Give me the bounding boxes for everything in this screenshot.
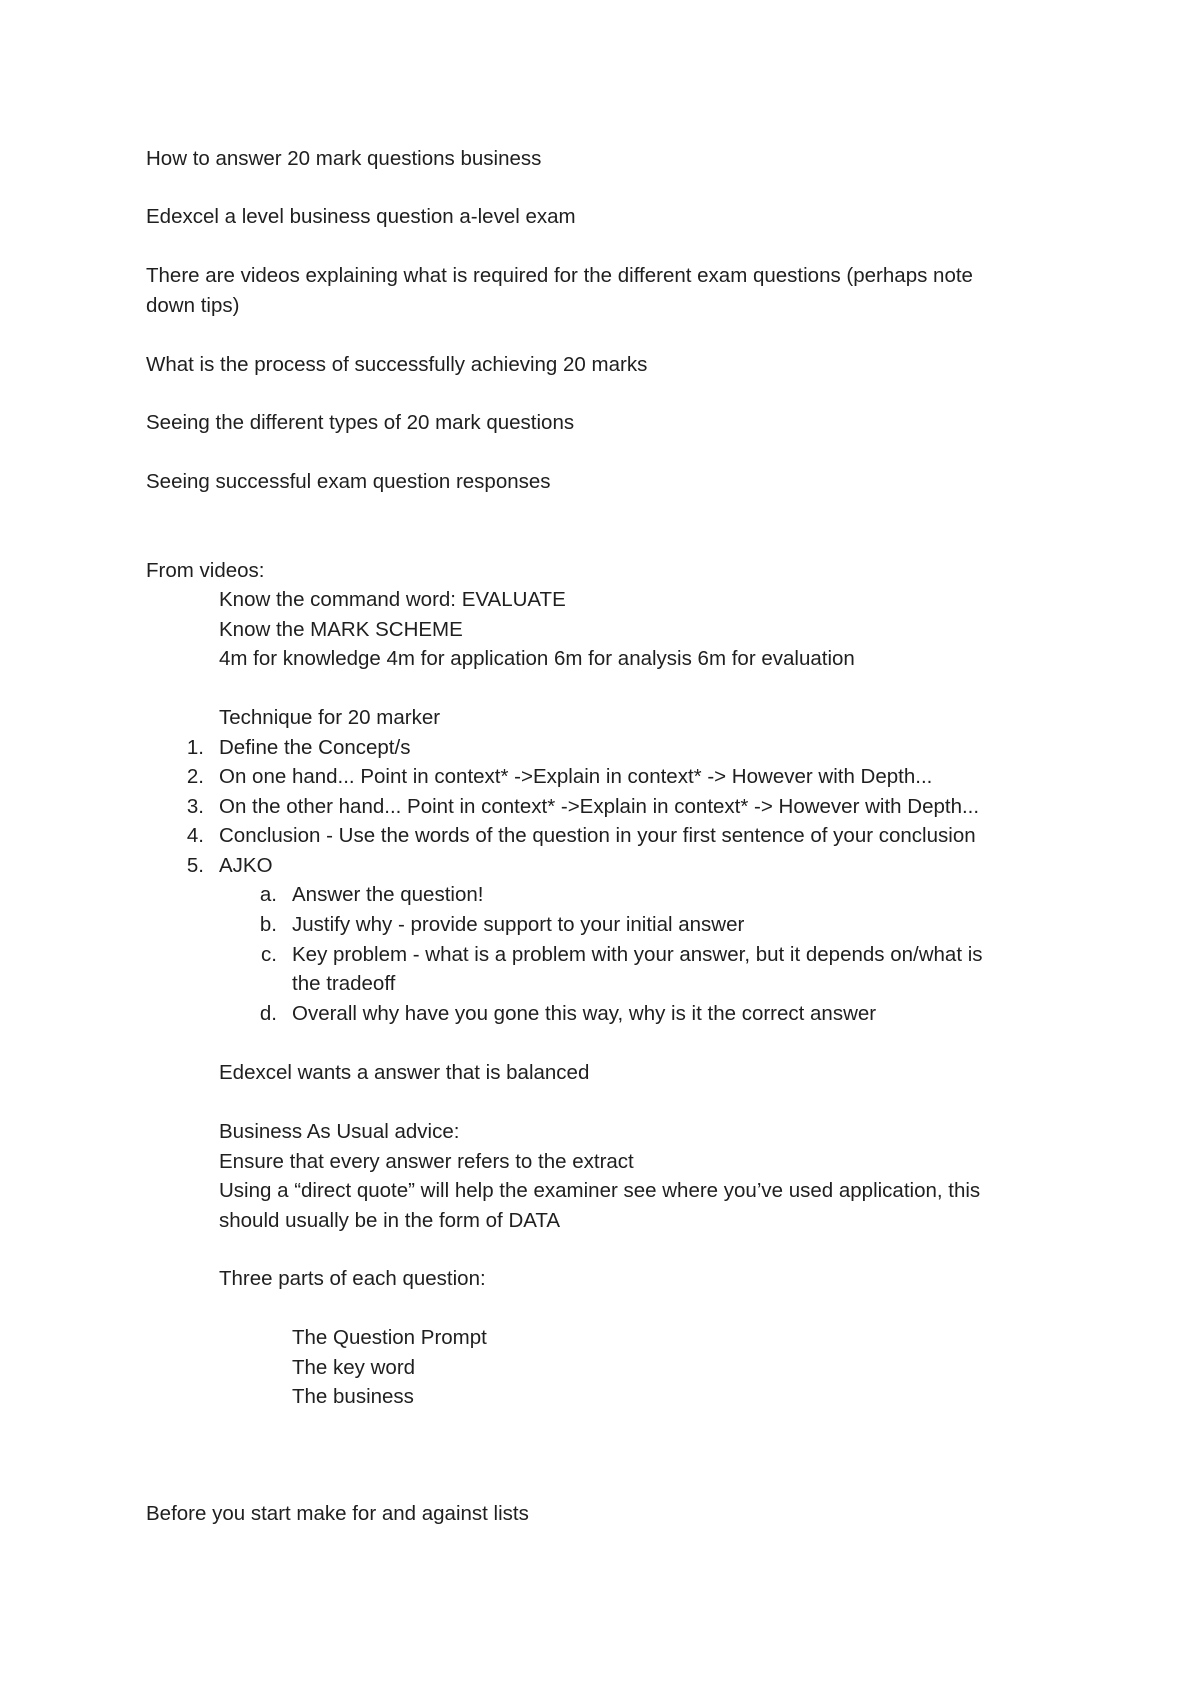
technique-heading: Technique for 20 marker <box>219 706 441 729</box>
three-parts-heading: Three parts of each question: <box>219 1267 486 1290</box>
list-number: 2. <box>186 765 204 788</box>
closing-line: Before you start make for and against lists <box>146 1502 529 1525</box>
list-letter: d. <box>259 1002 277 1025</box>
three-parts-item: The key word <box>292 1356 416 1379</box>
paragraph-title: How to answer 20 mark questions business <box>146 147 542 170</box>
section-heading: From videos: <box>146 559 265 582</box>
paragraph: Seeing the different types of 20 mark questions <box>146 411 575 434</box>
list-number: 1. <box>186 736 204 759</box>
list-number: 5. <box>186 854 204 877</box>
paragraph: Edexcel a level business question a-level exam <box>146 205 576 228</box>
sub-list-item: Overall why have you gone this way, why is it the correct answer <box>292 1002 877 1025</box>
three-parts-item: The Question Prompt <box>292 1326 487 1349</box>
indented-line: 4m for knowledge 4m for application 6m for analysis 6m for evaluation <box>219 647 855 670</box>
sub-list-item-continuation: the tradeoff <box>292 972 396 995</box>
three-parts-item: The business <box>292 1385 414 1408</box>
advice-line: Using a “direct quote” will help the examiner see where you’ve used application, this <box>219 1179 981 1202</box>
list-item: AJKO <box>219 854 273 877</box>
list-letter: a. <box>259 883 277 906</box>
advice-heading: Business As Usual advice: <box>219 1120 460 1143</box>
paragraph: There are videos explaining what is required for the different exam questions (perhaps note <box>146 264 973 287</box>
advice-line: Ensure that every answer refers to the extract <box>219 1150 634 1173</box>
list-number: 3. <box>186 795 204 818</box>
list-letter: c. <box>261 943 277 966</box>
sub-list-item: Answer the question! <box>292 883 484 906</box>
advice-line: should usually be in the form of DATA <box>219 1209 561 1232</box>
note: Edexcel wants a answer that is balanced <box>219 1061 590 1084</box>
list-letter: b. <box>259 913 277 936</box>
sub-list-item: Justify why - provide support to your initial answer <box>292 913 745 936</box>
paragraph: down tips) <box>146 294 240 317</box>
indented-line: Know the MARK SCHEME <box>219 618 463 641</box>
indented-line: Know the command word: EVALUATE <box>219 588 566 611</box>
list-item: Define the Concept/s <box>219 736 411 759</box>
paragraph: What is the process of successfully achieving 20 marks <box>146 353 648 376</box>
sub-list-item: Key problem - what is a problem with your answer, but it depends on/what is <box>292 943 983 966</box>
list-item: On the other hand... Point in context* ->Explain in context* -> However with Depth... <box>219 795 980 818</box>
list-number: 4. <box>186 824 204 847</box>
paragraph: Seeing successful exam question responses <box>146 470 551 493</box>
list-item: Conclusion - Use the words of the question in your first sentence of your conclusion <box>219 824 976 847</box>
list-item: On one hand... Point in context* ->Explain in context* -> However with Depth... <box>219 765 933 788</box>
